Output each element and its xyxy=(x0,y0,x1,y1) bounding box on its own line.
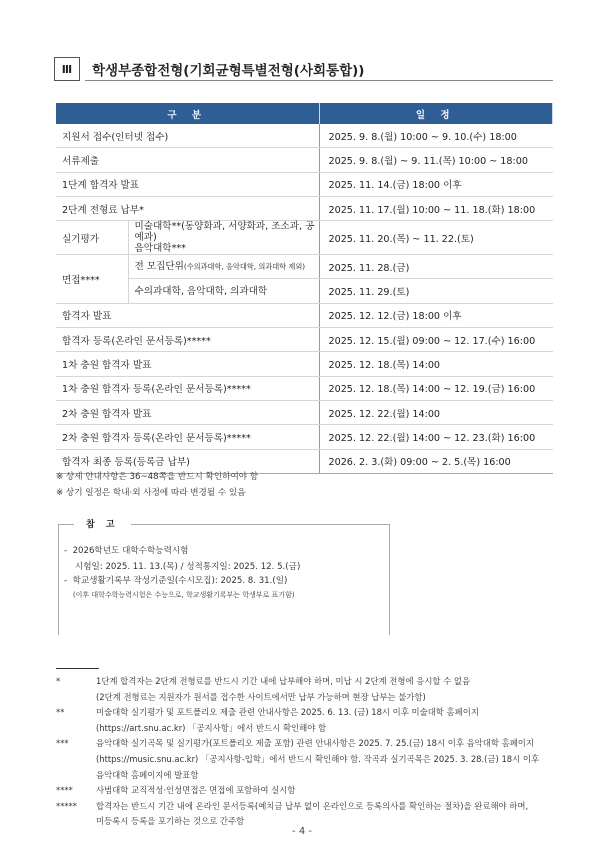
table-row xyxy=(56,255,553,279)
reference-line: (이후 대학수학능력시험은 수능으로, 학교생활기록부는 학생부로 표기함) xyxy=(64,591,295,599)
table-row xyxy=(56,303,553,327)
section-title: 학생부종합전형(기회균형특별전형(사회통합)) xyxy=(92,63,365,79)
footnote-mark: ** xyxy=(56,707,65,718)
footnote xyxy=(56,783,556,799)
table-row xyxy=(56,148,553,172)
footnote-line: 사범대학 교직적성·인성면접은 면접에 포함하여 실시함 xyxy=(96,785,296,796)
row-schedule: 2025. 12. 22.(월) 14:00 ~ 12. 23.(화) 16:00 xyxy=(319,425,553,449)
footnote xyxy=(56,736,556,783)
row-sublabel xyxy=(128,255,319,279)
row-label: 1차 충원 합격자 발표 xyxy=(56,352,319,376)
footnote xyxy=(56,674,556,705)
note: ※ 상기 일정은 학내·외 사정에 따라 변경될 수 있음 xyxy=(56,488,246,498)
row-label: 1차 충원 합격자 등록(온라인 문서등록)***** xyxy=(56,376,319,400)
section-number: Ⅲ xyxy=(54,57,80,81)
row-label: 실기평가 xyxy=(56,221,128,255)
row-schedule: 2025. 9. 8.(월) ~ 9. 11.(목) 10:00 ~ 18:00 xyxy=(319,148,553,172)
table-row xyxy=(56,376,553,400)
footnote-line: 미술대학 실기평가 및 포트폴리오 제출 관련 안내사항은 2025. 6. 13. (금) 18시 이후 미술대학 홈페이지 xyxy=(96,707,479,718)
footnote-line: 1단계 합격자는 2단계 전형료를 반드시 기간 내에 납부해야 하며, 미납 시 2단계 전형에 응시할 수 없음 xyxy=(96,676,471,686)
row-schedule: 2025. 11. 29.(토) xyxy=(319,279,553,303)
practical-art: 미술대학**(동양화과, 서양화과, 조소과, 공예과) xyxy=(134,221,315,244)
table-row xyxy=(56,196,553,220)
footnote-mark: ***** xyxy=(56,800,77,811)
table-row xyxy=(56,124,553,148)
section-underline xyxy=(85,80,553,81)
reference-line: - 학교생활기록부 작성기준일(수시모집): 2025. 8. 31.(일) xyxy=(64,576,288,586)
footnote-line: 음악대학 실기곡목 및 실기평가(포트폴리오 제출 포함) 관련 안내사항은 2025. 7. 25.(금) 18시 이후 음악대학 홈페이지 xyxy=(96,738,534,749)
row-schedule: 2025. 11. 20.(목) ~ 11. 22.(토) xyxy=(319,221,553,255)
reference-title: 참 고 xyxy=(74,517,131,530)
interview-all: 전 모집단위 xyxy=(134,261,184,273)
table-row xyxy=(56,352,553,376)
table-row xyxy=(56,172,553,196)
row-label: 합격자 등록(온라인 문서등록)***** xyxy=(56,328,319,352)
practical-music: 음악대학*** xyxy=(134,243,186,255)
row-label: 지원서 접수(인터넷 접수) xyxy=(56,124,319,148)
row-schedule: 2025. 12. 18.(목) 14:00 ~ 12. 19.(금) 16:00 xyxy=(319,376,553,400)
footnote-line: 미등록시 등록을 포기하는 것으로 간주함 xyxy=(96,816,245,827)
footnote-line: (2단계 전형료는 지원자가 원서를 접수한 사이트에서만 납부 가능하며 현장 납부는 불가함) xyxy=(96,691,426,702)
row-label: 2차 충원 합격자 발표 xyxy=(56,400,319,424)
row-schedule: 2025. 9. 8.(월) 10:00 ~ 9. 10.(수) 18:00 xyxy=(319,124,553,148)
table-row xyxy=(56,425,553,449)
row-label: 면접**** xyxy=(56,255,128,304)
row-schedule: 2025. 11. 17.(월) 10:00 ~ 11. 18.(화) 18:00 xyxy=(319,196,553,220)
row-schedule: 2025. 12. 15.(월) 09:00 ~ 12. 17.(수) 16:00 xyxy=(319,328,553,352)
header-schedule: 일 정 xyxy=(319,103,553,124)
page-number: - 4 - xyxy=(292,826,312,837)
footnote-line: (https://art.snu.ac.kr) 「공지사항」에서 반드시 확인해야 함 xyxy=(96,722,327,733)
footnote-line: 음악대학 홈페이지에 발표함 xyxy=(96,769,199,780)
row-schedule: 2025. 11. 28.(금) xyxy=(319,255,553,279)
row-sublabel: 수의과대학, 음악대학, 의과대학 xyxy=(128,279,319,303)
row-schedule: 2025. 12. 18.(목) 14:00 xyxy=(319,352,553,376)
note: ※ 상세 안내사항은 36~48쪽을 반드시 확인하여야 함 xyxy=(56,472,259,482)
row-label: 합격자 발표 xyxy=(56,303,319,327)
header-category: 구 분 xyxy=(56,103,319,124)
row-schedule: 2025. 11. 14.(금) 18:00 이후 xyxy=(319,172,553,196)
row-label: 1단계 합격자 발표 xyxy=(56,172,319,196)
footnote-line: 합격자는 반드시 기간 내에 온라인 문서등록(예치금 납부 없이 온라인으로 등록의사를 확인하는 절차)을 완료해야 하며, xyxy=(96,800,529,811)
row-schedule: 2025. 12. 12.(금) 18:00 이후 xyxy=(319,303,553,327)
schedule-table xyxy=(56,103,553,474)
row-schedule: 2025. 12. 22.(월) 14:00 xyxy=(319,400,553,424)
table-row xyxy=(56,221,553,255)
row-sublabel xyxy=(128,221,319,255)
footnote-mark: **** xyxy=(56,785,73,796)
reference-line: - 2026학년도 대학수학능력시험 xyxy=(64,546,189,556)
footnote-mark: * xyxy=(56,676,61,686)
row-label: 2단계 전형료 납부* xyxy=(56,196,319,220)
footnote xyxy=(56,705,556,736)
table-row xyxy=(56,328,553,352)
interview-note: (수의과대학, 음악대학, 의과대학 제외) xyxy=(183,262,306,272)
table-row xyxy=(56,400,553,424)
row-schedule: 2026. 2. 3.(화) 09:00 ~ 2. 5.(목) 16:00 xyxy=(319,449,553,473)
footnote-line: (https://music.snu.ac.kr) 「공지사항-입학」에서 반드시 확인해야 함. 작곡과 실기곡목은 2025. 3. 28.(금) 18시 이후 xyxy=(96,753,540,764)
footnote-divider xyxy=(56,668,99,669)
row-label: 서류제출 xyxy=(56,148,319,172)
reference-line: 시험일: 2025. 11. 13.(목) / 성적통지일: 2025. 12. 5.(금) xyxy=(64,562,301,572)
footnote-mark: *** xyxy=(56,738,69,749)
table-row xyxy=(56,279,553,303)
row-label: 합격자 최종 등록(등록금 납부) xyxy=(56,449,319,473)
row-label: 2차 충원 합격자 등록(온라인 문서등록)***** xyxy=(56,425,319,449)
